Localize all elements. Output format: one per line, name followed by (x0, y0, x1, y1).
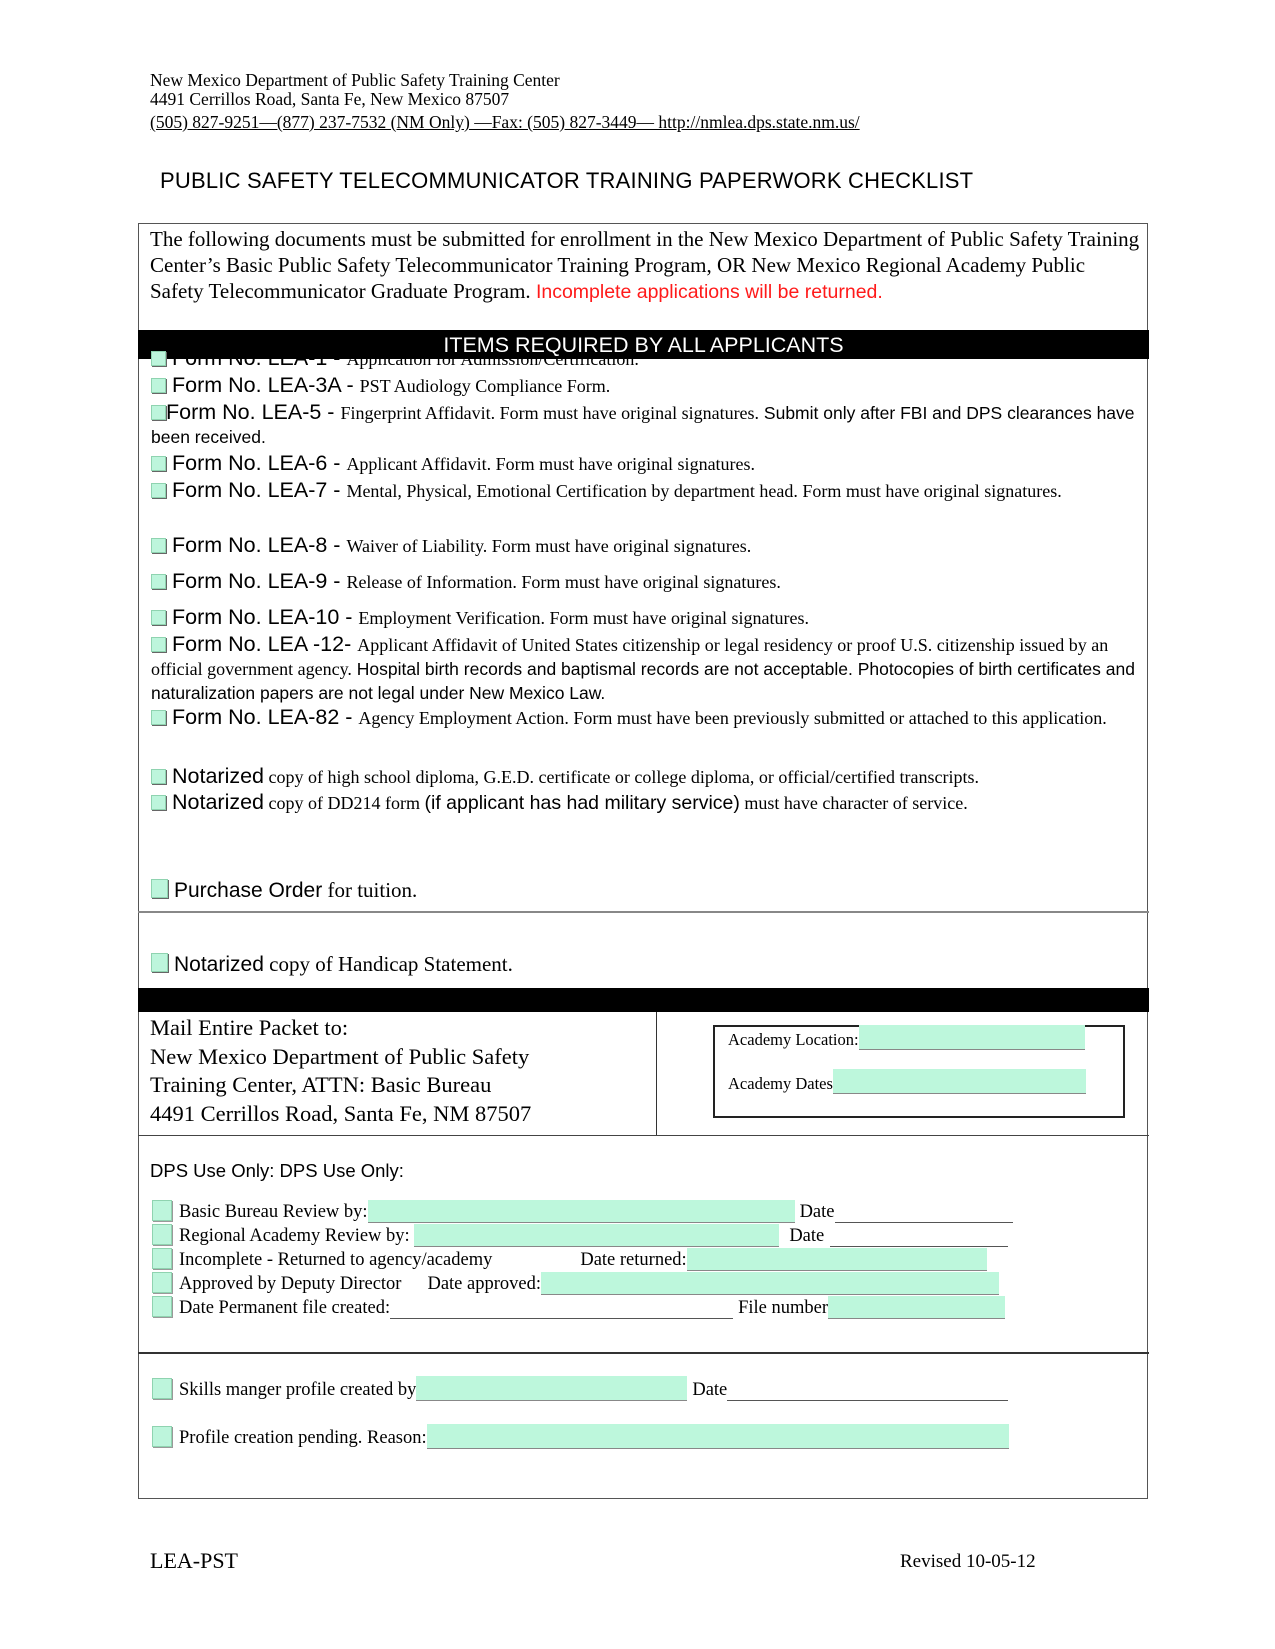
date-returned-field[interactable] (687, 1248, 987, 1271)
checkbox-regional-academy[interactable] (152, 1224, 172, 1245)
incomplete-warning: Incomplete applications will be returned. (535, 281, 883, 303)
item-purchase-order (151, 878, 1141, 903)
form-label: Purchase Order (174, 879, 323, 902)
checkbox-lea-7[interactable] (151, 483, 166, 498)
item-notarized-diploma (151, 764, 1141, 789)
row-label: Regional Academy Review by: (179, 1226, 415, 1246)
basic-bureau-date-field[interactable] (835, 1202, 1013, 1223)
org-name: New Mexico Department of Public Safety Training Center (150, 70, 560, 90)
dps-use-only-heading: DPS Use Only: DPS Use Only: (150, 1160, 404, 1181)
form-desc: Waiver of Liability. Form must have original signatures. (346, 536, 752, 556)
form-desc: Mental, Physical, Emotional Certification by department head. Form must have original signatures. (346, 481, 1062, 501)
skills-manager-row (152, 1376, 1008, 1401)
form-label: Form No. LEA -12- (172, 632, 358, 656)
item-lea-7 (151, 478, 1141, 503)
mailing-address (150, 1014, 531, 1128)
separator-bar (138, 988, 1149, 1012)
date-label: Date returned: (580, 1250, 687, 1270)
checkbox-approved[interactable] (152, 1272, 172, 1293)
form-label: Form No. LEA-8 - (172, 533, 347, 557)
dps-row-permanent-file (152, 1296, 1005, 1319)
form-desc: copy of Handicap Statement. (263, 952, 513, 976)
row-label: Incomplete - Returned to agency/academy (179, 1250, 493, 1270)
file-number-field[interactable] (828, 1296, 1005, 1319)
row-label: Basic Bureau Review by: (179, 1202, 368, 1222)
column-divider (656, 1012, 657, 1136)
form-label: Form No. LEA-5 - (166, 400, 341, 424)
form-label: Form No. LEA-9 - (172, 569, 347, 593)
checkbox-purchase-order[interactable] (151, 879, 168, 898)
row-label: Approved by Deputy Director (179, 1274, 402, 1294)
revision-date: Revised 10-05-12 (900, 1551, 1036, 1572)
form-desc: Release of Information. Form must have original signatures. (346, 572, 781, 592)
item-handicap-statement (151, 952, 1141, 977)
form-desc: Applicant Affidavit. Form must have original signatures. (346, 454, 756, 474)
dps-row-regional-academy (152, 1224, 1008, 1247)
mailing-line-3: Training Center, ATTN: Basic Bureau (150, 1072, 492, 1097)
item-lea-5 (151, 400, 1141, 449)
checkbox-lea-82[interactable] (151, 710, 166, 725)
item-lea-8 (151, 533, 1141, 558)
form-note: Submit only after FBI and DPS clearances have been received. (151, 403, 1135, 447)
form-label: Form No. LEA-82 - (172, 705, 359, 729)
checkbox-lea-9[interactable] (151, 574, 166, 589)
pending-label: Profile creation pending. Reason: (179, 1428, 427, 1448)
skills-date-field[interactable] (727, 1380, 1008, 1401)
intro-paragraph (150, 226, 1140, 305)
checkbox-lea-12[interactable] (151, 637, 166, 652)
checkbox-lea-10[interactable] (151, 610, 166, 625)
checkbox-notarized-dd214[interactable] (151, 795, 166, 810)
academy-dates-row (728, 1069, 1086, 1094)
item-lea-12 (151, 632, 1141, 705)
dps-row-approved (152, 1272, 999, 1295)
form-label: Form No. LEA-1 - (172, 346, 347, 370)
checkbox-skills-manager[interactable] (152, 1378, 172, 1399)
academy-location-row (728, 1025, 1085, 1050)
form-label: Notarized (172, 764, 265, 788)
form-label: Form No. LEA-6 - (172, 451, 347, 475)
academy-dates-label: Academy Dates (728, 1074, 833, 1093)
mailing-line-4: 4491 Cerrillos Road, Santa Fe, NM 87507 (150, 1100, 532, 1126)
form-desc: Application for Admission/Certification. (346, 349, 639, 369)
profile-pending-row (152, 1424, 1009, 1449)
org-address: 4491 Cerrillos Road, Santa Fe, New Mexico 87507 (150, 89, 510, 109)
org-contact-link[interactable]: (505) 827-9251—(877) 237-7532 (NM Only) —Fax: (505) 827-3449— http://nmlea.dps.state.nm.us/ (150, 112, 860, 132)
item-notarized-dd214 (151, 790, 1051, 815)
date-label: Date (799, 1202, 835, 1222)
row-label: Date Permanent file created: (179, 1298, 391, 1318)
academy-location-label: Academy Location: (728, 1030, 859, 1049)
mailing-line-2: New Mexico Department of Public Safety (150, 1043, 530, 1069)
skills-label: Skills manger profile created by (179, 1380, 417, 1400)
checkbox-notarized-diploma[interactable] (151, 769, 166, 784)
date-label: File number (738, 1298, 829, 1318)
date-label: Date (789, 1226, 825, 1246)
checkbox-lea-5[interactable] (151, 405, 166, 420)
form-note: Hospital birth records and baptismal records are not acceptable. Photocopies of birth certificates and naturalization papers are not legal under New Mexico Law. (151, 659, 1135, 703)
date-approved-field[interactable] (541, 1272, 999, 1295)
basic-bureau-reviewer-field[interactable] (368, 1200, 795, 1223)
checkbox-incomplete[interactable] (152, 1248, 172, 1269)
form-desc: Fingerprint Affidavit. Form must have original signatures. (340, 403, 760, 423)
checkbox-basic-bureau[interactable] (152, 1200, 172, 1221)
section-divider (138, 911, 1149, 913)
skills-created-by-field[interactable] (416, 1376, 687, 1401)
academy-dates-field[interactable] (833, 1069, 1086, 1094)
page-title: PUBLIC SAFETY TELECOMMUNICATOR TRAINING PAPERWORK CHECKLIST (160, 168, 974, 193)
form-label: Form No. LEA-10 - (172, 605, 359, 629)
form-desc: copy of high school diploma, G.E.D. certificate or college diploma, or official/certified transcripts. (264, 767, 979, 787)
form-label: Form No. LEA-3A - (172, 373, 360, 397)
mailing-line-1: Mail Entire Packet to: (150, 1015, 349, 1040)
form-label: Notarized (174, 953, 264, 976)
section-heading: ITEMS REQUIRED BY ALL APPLICANTS (138, 330, 1149, 359)
checkbox-profile-pending[interactable] (152, 1426, 172, 1447)
checkbox-lea-1[interactable] (151, 351, 166, 366)
form-label: Form No. LEA-7 - (172, 478, 347, 502)
section-divider (138, 1135, 1149, 1136)
form-label: Notarized (172, 790, 265, 814)
item-lea-6 (151, 451, 1141, 476)
date-label: Date (692, 1380, 728, 1400)
form-desc: PST Audiology Compliance Form. (359, 376, 611, 396)
form-desc: Employment Verification. Form must have original signatures. (358, 608, 809, 628)
regional-academy-date-field[interactable] (830, 1226, 1008, 1247)
form-desc: Applicant Affidavit of United States citizenship or legal residency or proof U.S. citizenship issued by an official government agency. (151, 635, 1109, 679)
checkbox-lea-6[interactable] (151, 456, 166, 471)
item-lea-9 (151, 569, 1141, 594)
form-desc: for tuition. (322, 878, 418, 902)
form-tail: must have character of service. (739, 793, 968, 813)
form-desc: Agency Employment Action. Form must have been previously submitted or attached to this application. (358, 708, 1107, 728)
academy-location-field[interactable] (859, 1025, 1085, 1050)
dps-row-incomplete (152, 1248, 987, 1271)
section-divider (138, 1352, 1149, 1354)
item-lea-3a (151, 373, 1141, 398)
checkbox-permanent-file[interactable] (152, 1296, 172, 1317)
form-note: (if applicant has had military service) (424, 792, 740, 814)
checkbox-handicap-statement[interactable] (151, 953, 168, 972)
item-lea-1 (151, 346, 1141, 371)
item-lea-10 (151, 605, 1141, 630)
item-lea-82 (151, 705, 1165, 730)
pending-reason-field[interactable] (427, 1424, 1009, 1449)
checkbox-lea-8[interactable] (151, 538, 166, 553)
checkbox-lea-3a[interactable] (151, 378, 166, 393)
regional-academy-reviewer-field[interactable] (414, 1224, 779, 1247)
form-desc: copy of DD214 form (264, 793, 425, 813)
intro-text: The following documents must be submitted for enrollment in the New Mexico Department of Public Safety Training Center’s Basic Public Safety Telecommunicator Training Program, OR New Mexico Regional Academy Public Safety Telecommunicator Graduate Program. (150, 227, 1140, 303)
date-label: Date approved: (427, 1274, 541, 1294)
form-code: LEA-PST (150, 1548, 238, 1573)
dps-row-basic-bureau (152, 1200, 1013, 1223)
permanent-file-date-field[interactable] (390, 1298, 733, 1319)
